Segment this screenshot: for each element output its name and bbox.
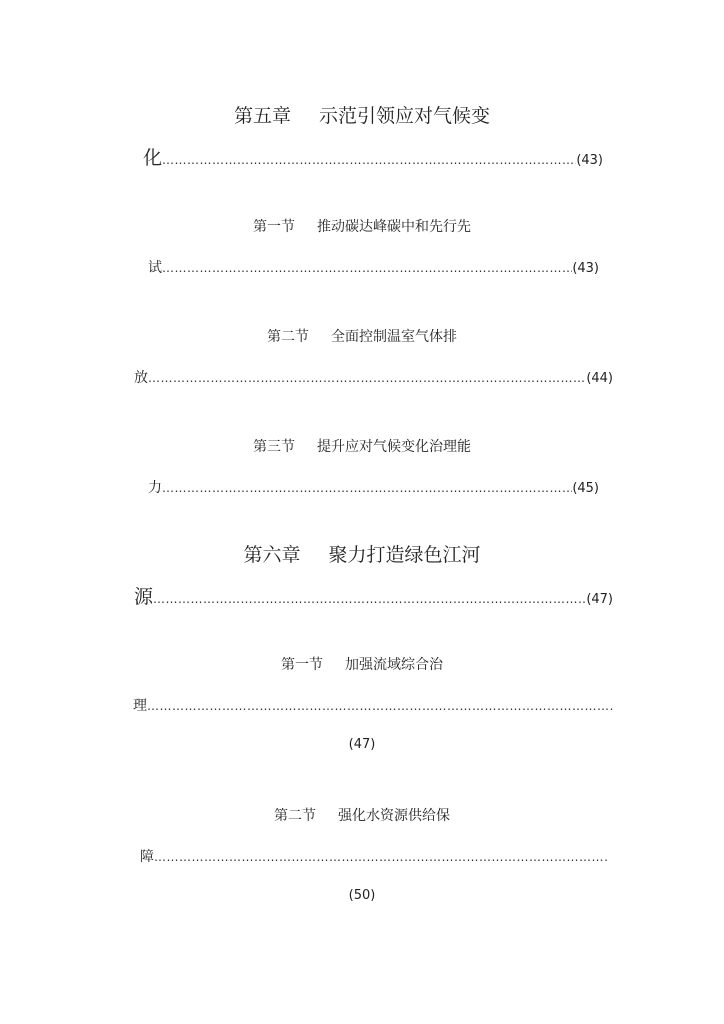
chapter-5-heading	[0, 101, 724, 128]
toc-entry-section-6-2[interactable]	[140, 846, 607, 866]
section-label: 第三节	[253, 439, 295, 455]
dot-leader	[162, 153, 576, 167]
toc-entry-section-5-2[interactable]	[134, 367, 613, 387]
title-tail: 放	[134, 370, 148, 386]
page-number: (45)	[572, 481, 599, 496]
section-title: 推动碳达峰碳中和先行先	[317, 219, 471, 235]
dot-leader	[147, 699, 614, 713]
title-tail: 源	[134, 586, 154, 608]
chapter-label: 第六章	[243, 544, 301, 566]
toc-page-number-section-6-2[interactable]	[0, 888, 724, 903]
title-tail: 理	[133, 698, 147, 714]
toc-entry-section-5-1[interactable]	[148, 257, 599, 277]
section-title: 强化水资源供给保	[338, 808, 450, 824]
page-number: (43)	[572, 261, 599, 276]
title-tail: 试	[148, 260, 162, 276]
section-title: 全面控制温室气体排	[331, 329, 457, 345]
section-label: 第一节	[281, 657, 323, 673]
dot-leader	[153, 592, 586, 606]
section-label: 第一节	[253, 219, 295, 235]
section-label: 第二节	[267, 329, 309, 345]
section-6-1-heading	[0, 654, 724, 674]
title-tail: 障	[140, 849, 154, 865]
chapter-title: 聚力打造绿色江河	[328, 544, 481, 566]
page-number: (43)	[576, 153, 603, 168]
dot-leader	[154, 850, 607, 864]
section-6-2-heading	[0, 805, 724, 825]
section-title: 加强流域综合治	[345, 657, 443, 673]
dot-leader	[162, 481, 572, 495]
toc-page-number-section-6-1[interactable]	[0, 737, 724, 752]
page-number: (47)	[348, 737, 376, 752]
page-number: (50)	[348, 888, 376, 903]
section-title: 提升应对气候变化治理能	[317, 439, 471, 455]
section-label: 第二节	[274, 808, 316, 824]
section-5-3-heading	[0, 436, 724, 456]
dot-leader	[148, 371, 586, 385]
page-number: (44)	[586, 371, 613, 386]
toc-entry-chapter-6[interactable]	[134, 582, 613, 609]
toc-entry-section-5-3[interactable]	[148, 477, 599, 497]
toc-entry-chapter-5[interactable]	[143, 143, 603, 170]
page-number: (47)	[586, 592, 613, 607]
title-tail: 力	[148, 480, 162, 496]
section-5-2-heading	[0, 326, 724, 346]
chapter-6-heading	[0, 540, 724, 567]
chapter-label: 第五章	[233, 105, 291, 127]
dot-leader	[162, 261, 572, 275]
chapter-title: 示范引领应对气候变	[319, 105, 491, 127]
toc-entry-section-6-1[interactable]	[133, 695, 614, 715]
title-tail: 化	[143, 147, 163, 169]
section-5-1-heading	[0, 216, 724, 236]
